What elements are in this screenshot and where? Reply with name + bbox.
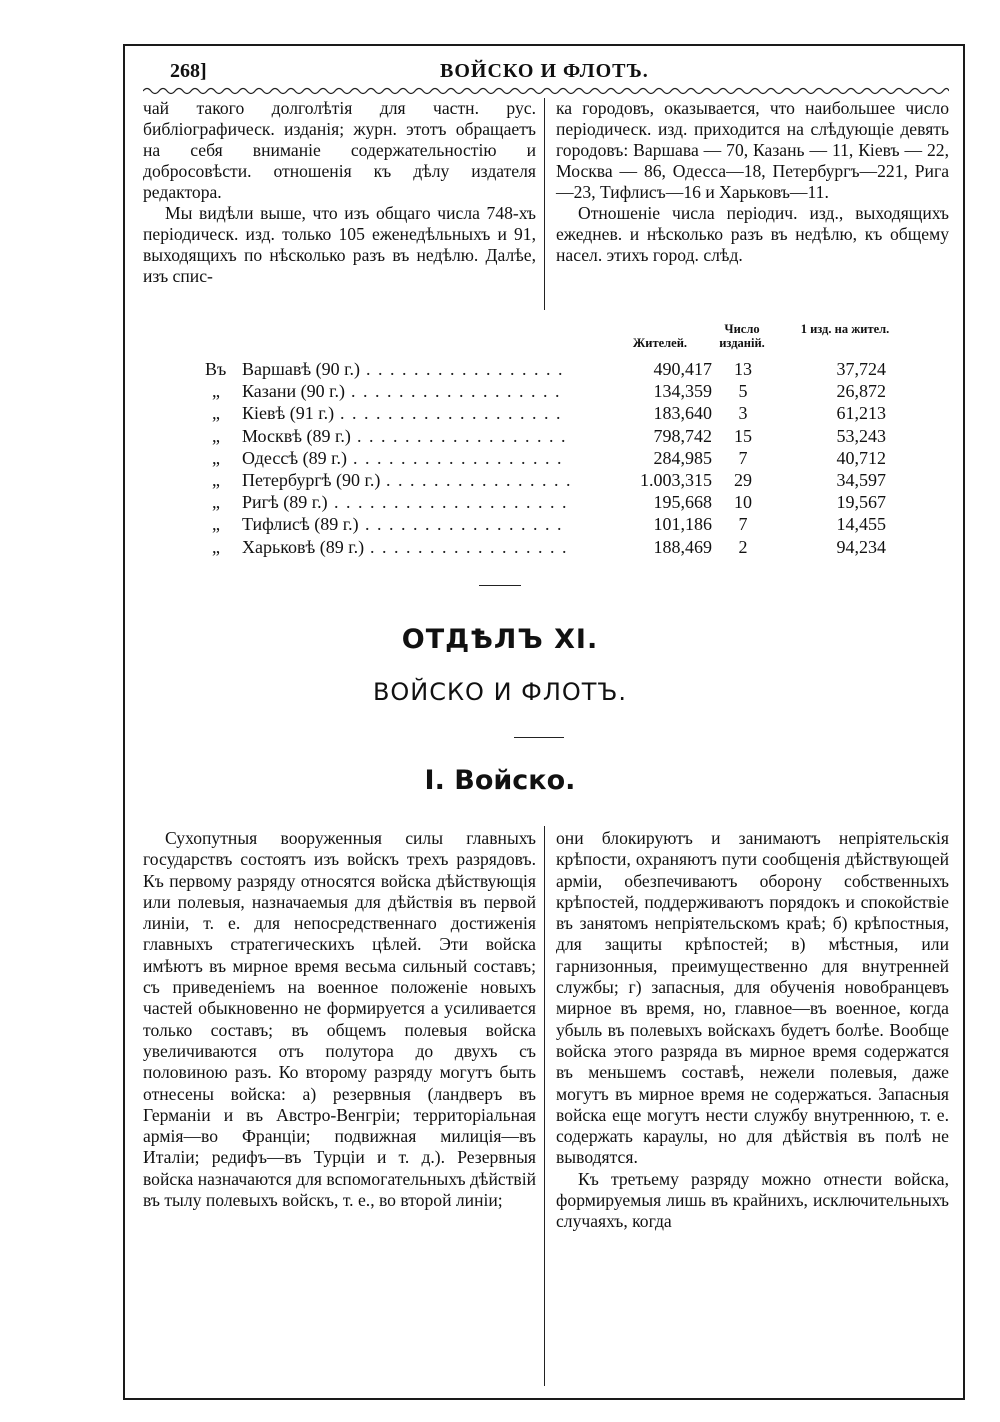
cell-per-edition: 34,597 [836, 470, 886, 490]
ditto-mark: „ [212, 470, 220, 490]
table-row [150, 536, 950, 558]
city-name: Петербургѣ (90 г.) [242, 470, 381, 490]
table-row [150, 402, 950, 424]
cell-per-edition: 19,567 [836, 492, 886, 513]
leader-dots: ................. [370, 536, 574, 557]
leader-dots: ................. [365, 514, 569, 535]
cell-editions: 15 [734, 425, 752, 446]
ditto-mark: „ [212, 381, 220, 402]
table-row [150, 447, 950, 469]
cell-editions: 3 [738, 403, 748, 424]
cell-inhabitants: 134,359 [653, 381, 712, 402]
department-title: ОТДѢЛЪ XI. [401, 624, 599, 655]
section-title: I. Войско. [424, 765, 576, 796]
header-inhabitants: Жителей. [632, 336, 688, 350]
city-name: Одессѣ (89 г.) [242, 447, 347, 468]
paragraph: Отношеніе числа періодич. изд., выходящихъ ежеднев. и нѣсколько разъ въ недѣлю, къ общему насел. этихъ город. слѣд. [556, 203, 949, 265]
header-per-edition: 1 изд. на жител. [800, 322, 890, 336]
leader-dots: .................. [357, 425, 573, 446]
header-editions: Число изданій. [719, 322, 765, 350]
header-wavy-rule [143, 86, 949, 96]
table-row [150, 358, 950, 380]
city-name: Казани (90 г.) [242, 381, 345, 402]
cell-per-edition: 14,455 [836, 514, 886, 535]
cell-editions: 7 [738, 514, 748, 535]
separator-rule [479, 585, 521, 586]
table-row [150, 491, 950, 513]
cell-per-edition: 94,234 [836, 536, 886, 557]
cell-per-edition: 37,724 [836, 359, 886, 379]
ditto-mark: „ [212, 536, 220, 557]
page-number: 268] [170, 60, 207, 82]
leader-dots: .................. [351, 381, 567, 402]
row-prefix: Въ [205, 359, 227, 379]
cell-editions: 7 [738, 447, 748, 468]
table-row [150, 425, 950, 447]
ditto-mark: „ [212, 447, 220, 468]
cell-inhabitants: 798,742 [653, 425, 712, 446]
leader-dots: ................. [366, 359, 570, 379]
cell-editions: 29 [734, 470, 752, 490]
cell-inhabitants: 1.003,315 [640, 470, 712, 490]
ditto-mark: „ [212, 425, 220, 446]
paragraph: Къ третьему разряду можно отнести войска, формируемыя лишь въ крайнихъ, исключительныхъ случаяхъ, когда [556, 1168, 949, 1232]
city-name: Харьковѣ (89 г.) [242, 536, 365, 557]
ditto-mark: „ [212, 403, 220, 424]
city-name: Кіевѣ (91 г.) [242, 403, 335, 424]
cell-per-edition: 40,712 [836, 447, 886, 468]
paragraph: Мы видѣли выше, что изъ общаго числа 748-хъ періодическ. изд. только 105 еженедѣльныхъ и 91, выходящихъ по нѣсколько разъ въ недѣлю. Далѣе, изъ спис- [143, 203, 536, 286]
cell-editions: 13 [734, 359, 752, 379]
cell-inhabitants: 183,640 [653, 403, 712, 424]
paragraph: Сухопутныя вооруженныя силы главныхъ государствъ состоятъ изъ войскъ трехъ разрядовъ. Къ первому разряду относятся войска дѣйствующія или полевыя, назначаемыя для дѣйствія въ первой линіи, т. е. для непосредственнаго достиженія главныхъ стратегическихъ цѣлей. Эти войска имѣютъ въ мирное время весьма сильный составъ; съ приведеніемъ на военное положеніе новыхъ частей обыкновенно не формируется а усиливается только составъ; въ общемъ полевыя войска увеличиваются отъ полутора до двухъ съ половиною разъ. Ко второму разряду могутъ быть отнесены войска: а) резервныя (ландверъ въ Германіи и въ Австро-Венгріи; территоріальная армія—во Франціи; подвижная милиція—въ Италіи; редифъ—въ Турціи и т. д.). Резервныя войска назначаются для вспомогательныхъ дѣйствій въ тылу полевыхъ войскъ, т. е., во второй линіи; [143, 828, 536, 1211]
city-name: Тифлисѣ (89 г.) [242, 514, 359, 535]
cell-per-edition: 61,213 [836, 403, 886, 424]
table-row [150, 513, 950, 535]
leader-dots: .................... [334, 492, 574, 513]
leader-dots: ................ [386, 470, 578, 490]
cell-editions: 10 [734, 492, 752, 513]
cell-editions: 2 [738, 536, 748, 557]
cell-inhabitants: 195,668 [653, 492, 712, 513]
table-row [150, 380, 950, 402]
paragraph: ка городовъ, оказывается, что наибольшее число періодическ. изд. приходится на слѣдующіе девять городовъ: Варшава — 70, Казань — 11, Кіевъ — 22, Москва — 86, Одесса—18, Петербургъ—221, Рига—23, Тифлисъ—16 и Харьковъ—11. [556, 98, 949, 202]
bottom-right-column [556, 828, 949, 1233]
top-left-column [143, 98, 536, 287]
cell-inhabitants: 101,186 [653, 514, 712, 535]
cell-inhabitants: 490,417 [653, 359, 712, 379]
running-title: ВОЙСКО И ФЛОТЪ. [440, 60, 649, 82]
table-row [150, 469, 950, 491]
cell-inhabitants: 284,985 [653, 447, 712, 468]
column-divider [544, 98, 545, 310]
cell-per-edition: 26,872 [836, 381, 886, 402]
paragraph: чай такого долголѣтія для частн. рус. библіографическ. изданія; журн. этотъ обращаетъ на себя вниманіе содержательностію и добросовѣсти. отношенія къ дѣлу издателя редактора. [143, 98, 536, 202]
department-subtitle: ВОЙСКО И ФЛОТЪ. [372, 678, 628, 706]
cell-inhabitants: 188,469 [653, 536, 712, 557]
paragraph: они блокируютъ и занимаютъ непріятельскія крѣпости, охраняютъ пути сообщенія дѣйствующей арміи, обезпечиваютъ оборону собственныхъ крѣпостей, поддерживаютъ порядокъ и спокойствіе въ занятомъ непріятельскомъ краѣ; б) крѣпостныя, для защиты крѣпостей; в) мѣстныя, или гарнизонныя, преимущественно для внутренней службы; г) запасныя, для обученія новобранцевъ мирное въ время, но, главное—въ военное, когда убыль въ полевыхъ войскахъ будетъ болѣе. Вообще войска этого разряда въ мирное время содержатся въ меньшемъ составѣ, нежели полевыя, даже могутъ въ мирное время не содержаться. Запасныя войска еще могутъ нести службу внутреннюю, т. е. содержать караулы, но для дѣйствія въ полѣ не выводятся. [556, 828, 949, 1168]
column-divider [544, 826, 545, 1386]
bottom-left-column [143, 828, 536, 1211]
separator-rule [514, 737, 564, 738]
cell-editions: 5 [738, 381, 748, 402]
ditto-mark: „ [212, 514, 220, 535]
top-right-column [556, 98, 949, 266]
ditto-mark: „ [212, 492, 220, 513]
city-name: Москвѣ (89 г.) [242, 425, 351, 446]
cell-per-edition: 53,243 [836, 425, 886, 446]
leader-dots: .................. [353, 447, 569, 468]
city-name: Варшавѣ (90 г.) [242, 359, 360, 379]
city-name: Ригѣ (89 г.) [242, 492, 328, 513]
leader-dots: ................... [340, 403, 568, 424]
